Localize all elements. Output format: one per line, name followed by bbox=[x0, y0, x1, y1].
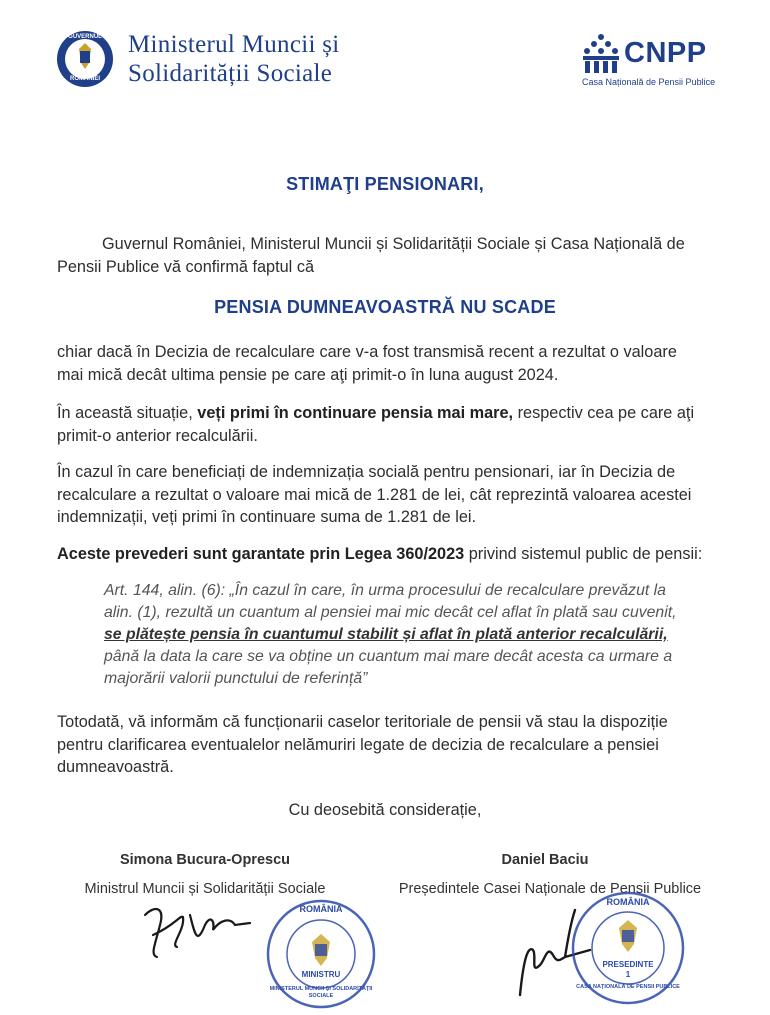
cnpp-full-name: Casa Națională de Pensii Publice bbox=[582, 77, 716, 87]
p2-text-bold: veți primi în continuare pensia mai mare, bbox=[197, 404, 514, 422]
p5-line-1: Totodată, vă informăm că funcționarii caselor teritoriale de pensii vă stau la dispoziție bbox=[57, 713, 668, 731]
p2-text-c: respectiv cea pe care aţi bbox=[513, 404, 695, 422]
p3-line-2: recalculare a rezultat o valoare mai mică de 1.281 de lei, cât reprezintă valoarea acestei bbox=[57, 485, 692, 504]
paragraph-5 bbox=[57, 711, 747, 779]
cnpp-abbr: CNPP bbox=[624, 37, 707, 69]
left-signatory-name: Simona Bucura-Oprescu bbox=[119, 852, 290, 868]
intro-line-1: Guvernul României, Ministerul Muncii și Solidarității Sociale și Casa Națională de bbox=[102, 235, 685, 253]
ministry-name-line1: Ministerul Muncii și bbox=[128, 31, 340, 58]
left-official-stamp bbox=[265, 898, 377, 1010]
government-seal bbox=[55, 29, 115, 89]
left-stamp-top: ROMÂNIA bbox=[299, 904, 343, 914]
cnpp-logo-mark bbox=[580, 33, 622, 75]
paragraph-2 bbox=[57, 402, 737, 447]
paragraph-1 bbox=[57, 341, 737, 386]
left-stamp-center: MINISTRU bbox=[301, 970, 341, 979]
p2-line-2: primit-o anterior recalculării. bbox=[57, 426, 258, 445]
right-official-stamp bbox=[570, 890, 686, 1006]
ministry-name bbox=[128, 30, 340, 88]
quote-line-5: majorării valorii punctului de referință” bbox=[104, 670, 368, 687]
p2-line-1 bbox=[57, 402, 737, 425]
right-signatory-role: Președintele Casei Naționale de Pensii Publice bbox=[398, 881, 702, 897]
paragraph-4 bbox=[57, 543, 747, 566]
quote-line-4: până la data la care se va obține un cuantum mai mare decât acesta ca urmare a bbox=[104, 648, 673, 665]
p1-line-1: chiar dacă în Decizia de recalculare care v-a fost transmisă recent a rezultat o valoare bbox=[57, 343, 677, 361]
left-signatory-role: Ministrul Muncii și Solidarității Sociale bbox=[84, 881, 326, 897]
p3-line-3: indemnizații, veți primi în continuare suma de 1.281 de lei. bbox=[57, 508, 477, 526]
salutation: STIMAŢI PENSIONARI, bbox=[286, 174, 484, 194]
p4-bold: Aceste prevederi sunt garantate prin Legea 360/2023 bbox=[57, 545, 465, 563]
intro-line-2: Pensii Publice vă confirmă faptul că bbox=[57, 257, 315, 276]
right-stamp-top: ROMÂNIA bbox=[606, 897, 650, 907]
p5-line-3: dumneavoastră. bbox=[57, 758, 174, 776]
right-stamp-ring: CASA NAŢIONALĂ DE PENSII PUBLICE bbox=[576, 984, 680, 990]
quote-line-3: se plătește pensia în cuantumul stabilit și aflat în plată anterior recalculării, bbox=[104, 626, 668, 643]
p3-line-1: În cazul în care beneficiați de indemnizația socială pentru pensionari, iar în Decizia de bbox=[57, 463, 676, 481]
seal-text-bottom: ROMÂNIEI bbox=[70, 76, 100, 82]
left-handwritten-signature bbox=[135, 895, 255, 965]
right-signatory-name: Daniel Baciu bbox=[501, 852, 589, 868]
cnpp-logo bbox=[580, 27, 740, 89]
ministry-name-line2: Solidarității Sociale bbox=[128, 60, 333, 87]
quote-line-1: Art. 144, alin. (6): „În cazul în care, în urma procesului de recalculare prevăzut la bbox=[104, 582, 666, 599]
closing: Cu deosebită considerație, bbox=[288, 801, 482, 819]
quote-line-2: alin. (1), rezultă un cuantum al pensiei mai mic decât cel aflat în plată sau cuvenit, bbox=[104, 604, 677, 621]
p5-line-2: pentru clarificarea eventualelor nelămuriri legate de decizia de recalculare a pensiei bbox=[57, 735, 659, 754]
p4-rest: privind sistemul public de pensii: bbox=[464, 545, 703, 563]
headline: PENSIA DUMNEAVOASTRĂ NU SCADE bbox=[214, 297, 556, 317]
paragraph-3 bbox=[57, 461, 747, 529]
seal-text-top: GUVERNUL bbox=[68, 34, 102, 40]
right-stamp-number: 1 bbox=[625, 970, 631, 979]
p1-line-2: mai mică decât ultima pensie pe care aţi primit-o în luna august 2024. bbox=[57, 365, 559, 384]
right-stamp-center: PRESEDINTE bbox=[602, 960, 654, 969]
intro-paragraph bbox=[57, 233, 737, 278]
left-stamp-ring: MINISTERUL MUNCII ŞI SOLIDARITĂŢII SOCIALE bbox=[269, 986, 373, 999]
p2-text-a: În această situație, bbox=[57, 404, 198, 422]
law-quote bbox=[104, 580, 744, 690]
